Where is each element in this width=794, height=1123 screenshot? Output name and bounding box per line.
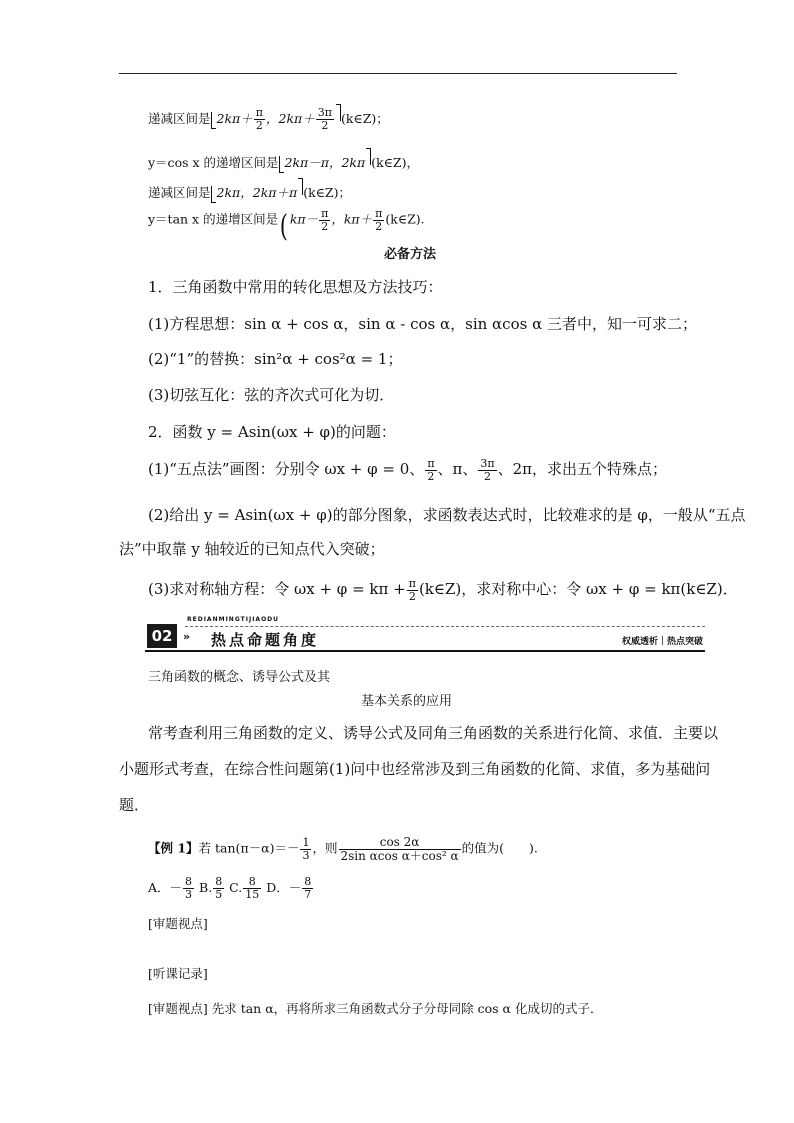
section-title: 热点命题角度 xyxy=(211,631,320,649)
method-item-2-3: (3)求对称轴方程：令 ωx + φ = kπ + $\frac{\pi}{2}$ (k∈Z)，求对称中心：令 ωx + φ = kπ(k∈Z)． xyxy=(148,577,738,603)
option-b: B. $\frac{8}{5}$ xyxy=(199,875,223,901)
topic-line-1: 三角函数的概念、诱导公式及其 xyxy=(148,670,331,685)
method-item-1-3: (3)切弦互化：弦的齐次式可化为切． xyxy=(148,386,395,404)
intro-line-1: 常考查利用三角函数的定义、诱导公式及同角三角函数的关系进行化简、求值．主要以 xyxy=(148,724,719,742)
intro-line-3: 题． xyxy=(119,796,150,814)
header-rule xyxy=(119,73,677,74)
example-1: 【例 1】若 tan(π－α)＝－ $\frac{1}{3}$ ，则 $\frac{\cos 2\alpha}{\text{2sin αcos α＋cos² α}}$ 的值为( ). xyxy=(148,835,538,863)
section-arrow-icon: » xyxy=(183,630,191,643)
option-a: A．－ $\frac{8}{3}$ xyxy=(148,875,193,901)
method-item-2-2a: (2)给出 y = Asin(ωx + φ)的部分图象，求函数表达式时，比较难求的是 φ，一般从“五点 xyxy=(148,506,746,524)
sin-decreasing-interval: 递减区间是 2kπ＋ $\frac{\pi}{2}$ ，2kπ＋ $\frac{3\pi}{2}$ (k∈Z)； xyxy=(148,104,389,132)
method-item-1: 1．三角函数中常用的转化思想及方法技巧： xyxy=(148,278,443,296)
method-item-1-2: (2)“1”的替换：sin²α + cos²α = 1； xyxy=(148,350,403,368)
tan-increasing-interval: y＝tan x 的递增区间是( kπ－ $\frac{\pi}{2}$ ，kπ＋ $\frac{\pi}{2}$ (k∈Z). xyxy=(148,207,425,244)
section-pinyin: REDIANMINGTIJIAODU xyxy=(187,616,280,623)
section-dashed-rule xyxy=(185,626,705,627)
shenti-detail: [审题视点] 先求 tan α，再将所求三角函数式分子分母同除 cos α 化成切的式子． xyxy=(148,1001,603,1016)
section-number: 02 xyxy=(147,624,177,648)
cos-decreasing-interval: 递减区间是 2kπ，2kπ＋π (k∈Z)； xyxy=(148,178,351,203)
bibei-method-title: 必备方法 xyxy=(384,247,437,262)
option-c: C. $\frac{8}{15}$ xyxy=(229,875,260,901)
section-underline xyxy=(145,650,705,652)
method-item-1-1: (1)方程思想：sin α + cos α，sin α - cos α，sin αcos α 三者中，知一可求二； xyxy=(148,315,697,333)
shenti-label: [审题视点] xyxy=(148,916,208,931)
method-item-2: 2．函数 y = Asin(ωx + φ)的问题： xyxy=(148,423,396,441)
method-item-2-1: (1)“五点法”画图：分别令 ωx + φ = 0、 $\frac{\pi}{2}$ 、π、 $\frac{3\pi}{2}$ 、2π，求出五个特殊点； xyxy=(148,457,668,483)
option-d: D．－ $\frac{8}{7}$ xyxy=(266,875,312,901)
tingke-label: [听课记录] xyxy=(148,966,208,981)
method-item-2-2b: 法”中取靠 y 轴较近的已知点代入突破； xyxy=(119,540,385,558)
example-1-options xyxy=(148,876,314,900)
intro-line-2: 小题形式考查，在综合性问题第(1)问中也经常涉及到三角函数的化简、求值，多为基础问 xyxy=(119,760,711,778)
section-subtitle: 权威透析｜热点突破 xyxy=(621,637,703,647)
section-header xyxy=(145,616,705,652)
topic-line-2: 基本关系的应用 xyxy=(361,694,453,709)
cos-increasing-interval: y＝cos x 的递增区间是 2kπ－π，2kπ (k∈Z)， xyxy=(148,148,419,173)
